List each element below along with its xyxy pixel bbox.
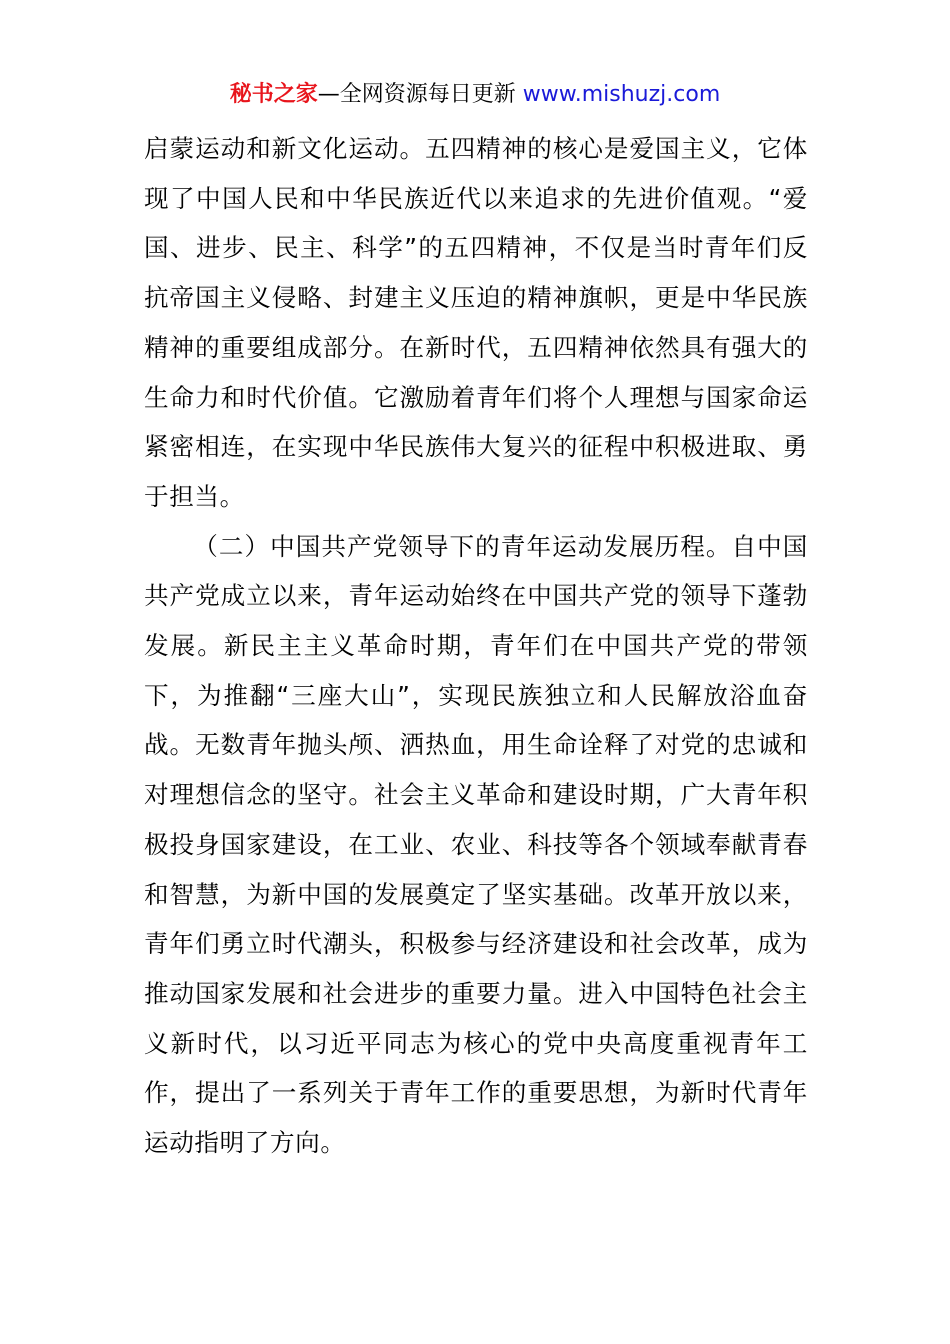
paragraph-1: 启蒙运动和新文化运动。五四精神的核心是爱国主义，它体现了中国人民和中华民族近代以来追求的先进价值观。“爱国、进步、民主、科学”的五四精神，不仅是当时青年们反抗帝国主义侵略、封建主义压迫的精神旗帜，更是中华民族精神的重要组成部分。在新时代，五四精神依然具有强大的生命力和时代价值。它激励着青年们将个人理想与国家命运紧密相连，在实现中华民族伟大复兴的征程中积极进取、勇于担当。 (144, 134, 808, 511)
site-brand: 秘书之家 (229, 82, 318, 107)
site-header (0, 80, 950, 110)
paragraph-2: （二）中国共产党领导下的青年运动发展历程。自中国共产党成立以来，青年运动始终在中国共产党的领导下蓬勃发展。新民主主义革命时期，青年们在中国共产党的带领下，为推翻“三座大山”，实现民族独立和人民解放浴血奋战。无数青年抛头颅、洒热血，用生命诠释了对党的忠诚和对理想信念的坚守。社会主义革命和建设时期，广大青年积极投身国家建设，在工业、农业、科技等各个领域奉献青春和智慧，为新中国的发展奠定了坚实基础。改革开放以来，青年们勇立时代潮头，积极参与经济建设和社会改革，成为推动国家发展和社会进步的重要力量。进入中国特色社会主义新时代，以习近平同志为核心的党中央高度重视青年工作，提出了一系列关于青年工作的重要思想，为新时代青年运动指明了方向。 (144, 531, 808, 1158)
site-url-link[interactable]: www.mishuzj.com (522, 82, 721, 107)
document-body (144, 124, 808, 1168)
site-tagline: —全网资源每日更新 (317, 82, 516, 107)
